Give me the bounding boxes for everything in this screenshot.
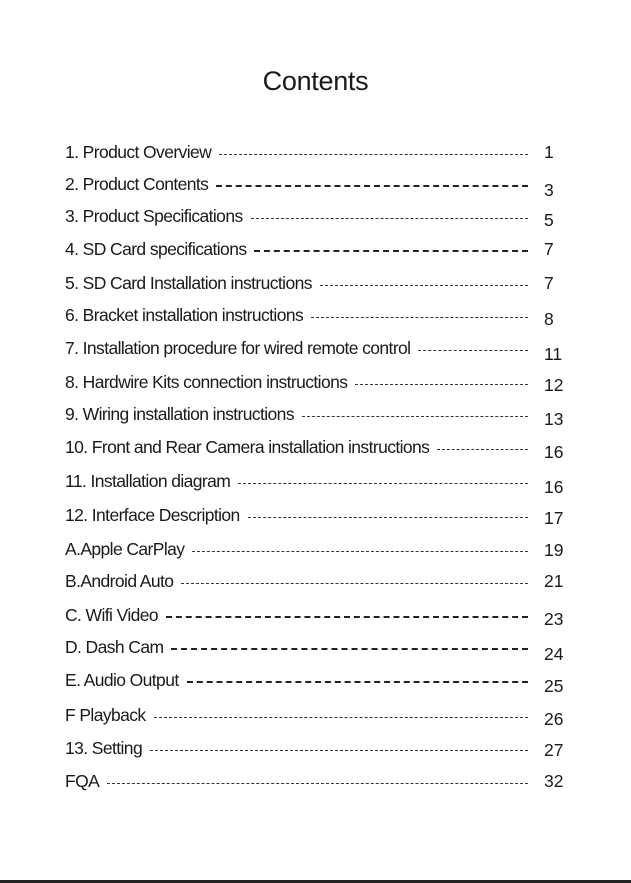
toc-entry[interactable] (65, 171, 568, 200)
toc-entry[interactable] (65, 536, 568, 562)
toc-entry[interactable] (65, 735, 568, 761)
toc-entry-page-number: 25 (544, 675, 564, 696)
toc-entry-page-number: 17 (544, 507, 564, 528)
toc-dot-leader (171, 648, 528, 650)
toc-entry-page-number: 7 (544, 272, 554, 293)
toc-entry-label: F Playback (65, 704, 146, 725)
toc-entry-label: E. Audio Output (65, 669, 179, 690)
toc-entry-label: 4. SD Card specifications (65, 238, 247, 259)
toc-entry-label: 5. SD Card Installation instructions (65, 272, 312, 293)
toc-entry[interactable] (65, 702, 568, 728)
toc-entry-page-number: 27 (544, 739, 564, 760)
toc-dot-leader (320, 285, 528, 286)
toc-dot-leader (192, 551, 528, 552)
toc-entry[interactable] (65, 568, 568, 594)
toc-entry-page-number: 3 (544, 179, 554, 200)
toc-entry-page-number: 16 (544, 441, 564, 462)
toc-entry[interactable] (65, 369, 568, 395)
toc-dot-leader (150, 750, 528, 751)
toc-entry-label: 1. Product Overview (65, 141, 212, 162)
toc-entry-label: C. Wifi Video (65, 604, 159, 625)
toc-entry[interactable] (65, 434, 568, 460)
toc-entry[interactable] (65, 768, 568, 794)
toc-entry[interactable] (65, 139, 568, 165)
toc-entry-page-number: 19 (544, 539, 564, 560)
toc-entry-label: 12. Interface Description (65, 504, 240, 525)
toc-entry[interactable] (65, 401, 568, 427)
toc-dot-leader (238, 483, 528, 484)
toc-entry-label: 8. Hardwire Kits connection instructions (65, 371, 348, 392)
toc-entry-page-number: 16 (544, 476, 564, 497)
toc-dot-leader (254, 250, 528, 252)
toc-entry-label: 10. Front and Rear Camera installation instructions (65, 436, 430, 457)
toc-entry-label: 3. Product Specifications (65, 205, 243, 226)
toc-entry[interactable] (65, 270, 568, 296)
toc-entry-page-number: 11 (544, 343, 563, 364)
toc-entry-label: A.Apple CarPlay (65, 538, 185, 559)
toc-entry-label: FQA (65, 770, 100, 791)
toc-entry-label: 9. Wiring installation instructions (65, 403, 294, 424)
toc-dot-leader (181, 583, 528, 584)
toc-entry[interactable] (65, 335, 568, 364)
toc-dot-leader (437, 449, 528, 450)
toc-entry-label: 11. Installation diagram (65, 470, 231, 491)
toc-dot-leader (154, 717, 528, 718)
toc-dot-leader (251, 218, 528, 219)
toc-entry[interactable] (65, 468, 568, 497)
toc-dot-leader (107, 783, 528, 784)
toc-entry-label: B.Android Auto (65, 570, 174, 591)
toc-dot-leader (187, 681, 528, 683)
toc-entry-page-number: 23 (544, 608, 564, 629)
toc-entry-page-number: 13 (544, 408, 564, 429)
toc-entry-page-number: 24 (544, 643, 564, 664)
toc-entry[interactable] (65, 203, 568, 229)
toc-dot-leader (166, 616, 528, 618)
toc-entry-label: 2. Product Contents (65, 173, 209, 194)
toc-entry[interactable] (65, 667, 568, 696)
toc-entry-label: 7. Installation procedure for wired remote control (65, 337, 411, 358)
toc-entry-page-number: 7 (544, 238, 554, 259)
toc-entry-page-number: 5 (544, 209, 554, 230)
toc-entry-page-number: 26 (544, 708, 564, 729)
toc-dot-leader (311, 317, 528, 318)
toc-entry-page-number: 1 (544, 141, 554, 162)
toc-dot-leader (216, 185, 528, 187)
toc-entry-label: 6. Bracket installation instructions (65, 304, 304, 325)
toc-entry[interactable] (65, 634, 568, 664)
toc-entry-page-number: 12 (544, 374, 564, 395)
toc-dot-leader (418, 350, 528, 351)
toc-entry-label: D. Dash Cam (65, 636, 164, 657)
toc-entry[interactable] (65, 302, 568, 328)
toc-entry-label: 13. Setting (65, 737, 143, 758)
toc-entry[interactable] (65, 502, 568, 528)
toc-dot-leader (219, 154, 528, 155)
toc-entry[interactable] (65, 602, 568, 628)
toc-entry-page-number: 21 (544, 570, 564, 591)
toc-entry-page-number: 32 (544, 770, 564, 791)
page-title: Contents (262, 66, 369, 96)
toc-entry-page-number: 8 (544, 308, 554, 329)
toc-entry[interactable] (65, 236, 568, 262)
toc-dot-leader (302, 416, 528, 417)
toc-dot-leader (248, 517, 528, 518)
toc-dot-leader (355, 384, 528, 385)
